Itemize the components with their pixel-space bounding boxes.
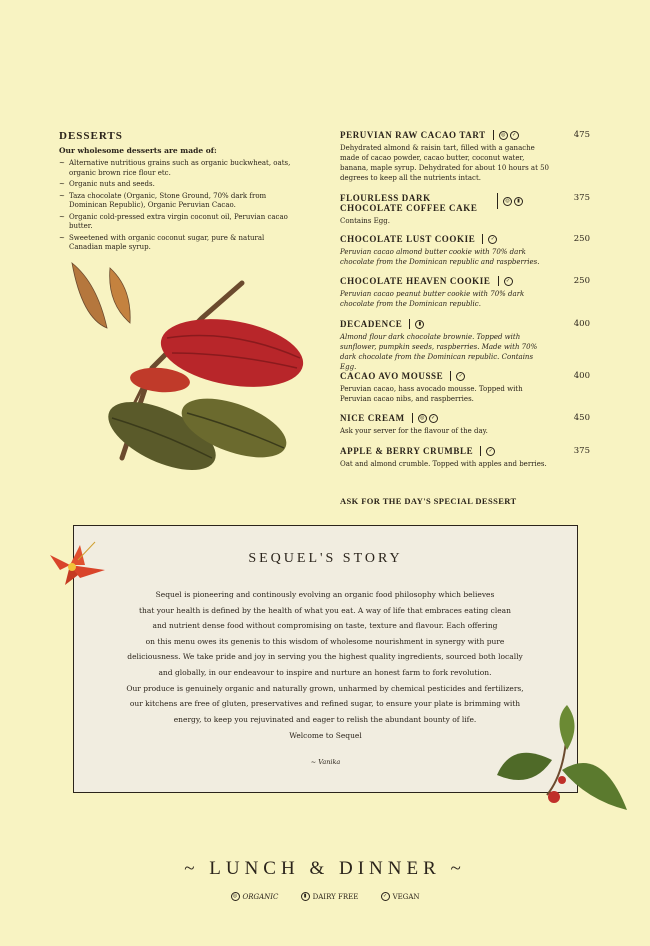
vegan-icon: ✓ xyxy=(504,277,513,286)
desserts-bullet: ~ Alternative nutritious grains such as organic buckwheat, oats, organic brown rice flour etc. xyxy=(59,159,299,178)
desserts-bullet: ~ Sweetened with organic coconut sugar, pure & natural Canadian maple syrup. xyxy=(59,234,299,253)
organic-icon: ◎ xyxy=(499,131,508,140)
legend-organic xyxy=(231,892,279,901)
story-line: Our produce is genuinely organic and naturally grown, unharmed by chemical pesticides and fertilizers, xyxy=(126,683,524,693)
organic-icon: ◎ xyxy=(231,892,240,901)
menu-item xyxy=(340,371,592,404)
legend-vegan xyxy=(381,892,420,901)
story-line: energy, to keep you rejuvinated and eager to relish the abundant bounty of life. xyxy=(173,714,477,724)
organic-icon: ◎ xyxy=(503,197,512,206)
lunch-dinner-heading: ~ LUNCH & DINNER ~ xyxy=(184,858,466,879)
item-price: 450 xyxy=(573,413,590,423)
desserts-bullet-list xyxy=(59,159,299,253)
story-title: SEQUEL'S STORY xyxy=(248,551,403,566)
item-price: 375 xyxy=(573,193,590,203)
item-name: NICE CREAM xyxy=(340,413,405,423)
menu-item xyxy=(340,319,592,372)
item-name: PERUVIAN RAW CACAO TART xyxy=(340,130,486,140)
item-description: Peruvian cacao almond butter cookie with 70% dark chocolate from the Dominican republic and raspberries. xyxy=(340,248,540,266)
item-price: 400 xyxy=(573,371,590,381)
item-name: DECADENCE xyxy=(340,319,403,329)
desserts-title: DESSERTS xyxy=(59,130,123,142)
dairy-free-icon: ▮ xyxy=(301,892,310,901)
story-signature: ~ Vanika xyxy=(310,758,341,766)
story-line: our kitchens are free of gluten, preservatives and refined sugar, to ensure your plate is brimming with xyxy=(129,699,521,709)
organic-icon: ◎ xyxy=(418,414,427,423)
legend-dairy-free xyxy=(301,892,359,901)
item-description: Almond flour dark chocolate brownie. Topped with sunflower, pumpkin seeds, raspberries. Made with 70% dark chocolate from the Dominican republic. Contains Egg. xyxy=(340,333,538,371)
item-description: Peruvian cacao, hass avocado mousse. Topped with Peruvian cacao nibs, and raspberries. xyxy=(340,385,523,403)
legend-label: DAIRY FREE xyxy=(312,892,359,901)
desserts-intro xyxy=(59,130,299,255)
dairy-free-icon: ▮ xyxy=(514,197,523,206)
story-line: on this menu owes its genenis to this wisdom of wholesome nourishment in synergy with pure xyxy=(145,636,505,646)
dietary-legend xyxy=(0,891,650,901)
story-line: and globally, in our endeavour to inspire and nurture an honest farm to fork revolution. xyxy=(158,667,492,677)
item-price: 475 xyxy=(573,130,590,140)
menu-item xyxy=(340,234,592,267)
item-description: Peruvian cacao peanut butter cookie with 70% dark chocolate from the Dominican republic. xyxy=(340,290,525,308)
item-description: Ask your server for the flavour of the day. xyxy=(340,427,488,435)
item-price: 375 xyxy=(573,446,590,456)
story-line: deliciousness. We take pride and joy in serving you the highest quality ingredients, sourced both locally xyxy=(127,652,523,662)
dairy-free-icon: ▮ xyxy=(415,320,424,329)
item-description: Oat and almond crumble. Topped with apples and berries. xyxy=(340,460,547,468)
story-line: Sequel is pioneering and continously evolving an organic food philosophy which believes xyxy=(155,590,495,599)
desserts-bullet: ~ Organic nuts and seeds. xyxy=(59,180,299,190)
vegan-icon: ✓ xyxy=(486,447,495,456)
item-price: 250 xyxy=(573,276,590,286)
item-name: FLOURLESS DARK CHOCOLATE COFFEE CAKE xyxy=(340,193,478,213)
item-description: Dehydrated almond & raisin tart, filled with a ganache made of cacao powder, cacao butter, coconut water, banana, maple syrup. Dehydrated for about 10 hours at 50 degrees to keep all the nutrients intact. xyxy=(340,144,550,182)
menu-item xyxy=(340,130,592,183)
special-dessert-note: ASK FOR THE DAY'S SPECIAL DESSERT xyxy=(340,496,517,506)
story-line: that your health is defined by the health of what you eat. A way of life that embraces eating clean xyxy=(139,605,511,615)
menu-item xyxy=(340,446,592,469)
menu-item xyxy=(340,276,592,309)
cacao-pod-illustration xyxy=(62,258,312,488)
desserts-bullet: ~ Taza chocolate (Organic, Stone Ground, 70% dark from Dominican Republic), Organic Peruvian Cacao. xyxy=(59,192,299,211)
vegan-icon: ✓ xyxy=(381,892,390,901)
legend-label: ORGANIC xyxy=(242,892,279,901)
menu-item xyxy=(340,193,592,226)
vegan-icon: ✓ xyxy=(510,131,519,140)
menu-item xyxy=(340,413,592,436)
desserts-bullet: ~ Organic cold-pressed extra virgin coconut oil, Peruvian cacao butter. xyxy=(59,213,299,232)
legend-label: VEGAN xyxy=(392,892,420,901)
item-name: CHOCOLATE HEAVEN COOKIE xyxy=(340,276,491,286)
item-description: Contains Egg. xyxy=(340,217,390,225)
item-name: APPLE & BERRY CRUMBLE xyxy=(340,446,474,456)
story-line: and nutrient dense food without compromising on taste, texture and flavour. Each offering xyxy=(152,621,498,631)
story-body xyxy=(110,587,540,727)
item-price: 250 xyxy=(573,234,590,244)
story-welcome: Welcome to Sequel xyxy=(289,731,362,740)
vegan-icon: ✓ xyxy=(488,235,497,244)
desserts-subtitle: Our wholesome desserts are made of: xyxy=(59,146,217,155)
item-name: CHOCOLATE LUST COOKIE xyxy=(340,234,476,244)
item-name: CACAO AVO MOUSSE xyxy=(340,371,444,381)
vegan-icon: ✓ xyxy=(456,372,465,381)
item-price: 400 xyxy=(573,319,590,329)
vegan-icon: ✓ xyxy=(429,414,438,423)
